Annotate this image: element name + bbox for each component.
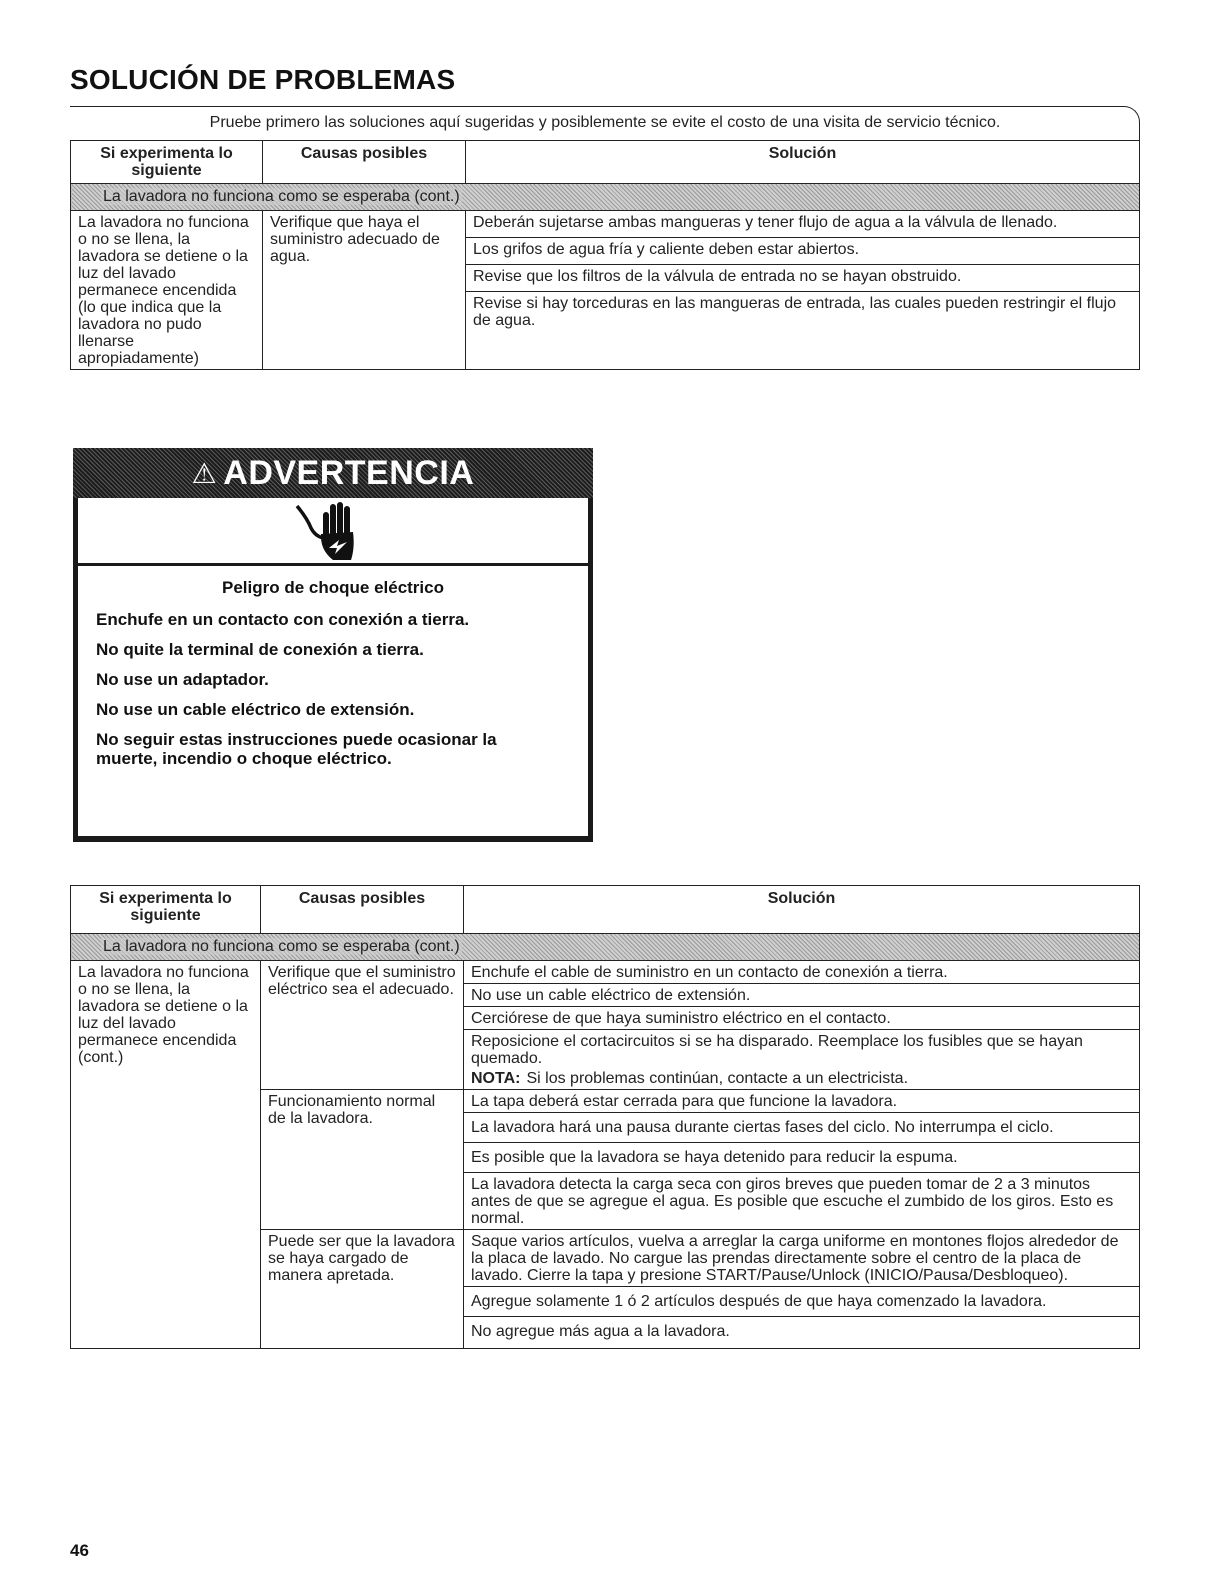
note-label: NOTA: <box>471 1070 521 1087</box>
note-text: Si los problemas continúan, contacte a un electricista. <box>526 1070 909 1087</box>
header-solution: Solución <box>464 886 1140 934</box>
table-header-row <box>71 141 1140 184</box>
section-row <box>71 934 1140 961</box>
warning-icon-area <box>78 498 588 563</box>
header-solution: Solución <box>466 141 1140 184</box>
solution-cell: Revise si hay torceduras en las mangueras de entrada, las cuales pueden restringir el flujo de agua. <box>466 292 1140 370</box>
header-symptom: Si experimenta lo siguiente <box>71 141 263 184</box>
cause-cell: Verifique que el suministro eléctrico sea el adecuado. <box>261 961 464 1090</box>
warning-header-text: ADVERTENCIA <box>223 453 475 492</box>
solution-cell: No use un cable eléctrico de extensión. <box>464 984 1140 1007</box>
troubleshooting-table-2 <box>70 885 1140 1349</box>
solution-cell: La lavadora detecta la carga seca con giros breves que pueden tomar de 2 a 3 minutos antes de que se agregue el agua. Es posible que escuche el zumbido de los giros. Esto es normal. <box>464 1173 1140 1230</box>
electrical-shock-hand-icon <box>293 498 373 563</box>
solution-cell: Saque varios artículos, vuelva a arreglar la carga uniforme en montones flojos alrededor de la placa de lavado. No cargue las prendas directamente sobre el centro de la placa de lavado. Cierre la tapa y presione START/Pause/Unlock (INICIO/Pausa/Desbloqueo). <box>464 1230 1140 1287</box>
table-row <box>71 961 1140 984</box>
warning-box <box>73 448 593 842</box>
section-label: La lavadora no funciona como se esperaba (cont.) <box>103 938 460 955</box>
solution-cell: La lavadora hará una pausa durante ciertas fases del ciclo. No interrumpa el ciclo. <box>464 1113 1140 1143</box>
solution-cell: No agregue más agua a la lavadora. <box>464 1317 1140 1349</box>
table-header-row <box>71 886 1140 934</box>
solution-cell: Los grifos de agua fría y caliente deben estar abiertos. <box>466 238 1140 265</box>
solution-cell: Deberán sujetarse ambas mangueras y tener flujo de agua a la válvula de llenado. <box>466 211 1140 238</box>
solution-cell: Revise que los filtros de la válvula de entrada no se hayan obstruido. <box>466 265 1140 292</box>
solution-text: Reposicione el cortacircuitos si se ha disparado. Reemplace los fusibles que se hayan quemado. <box>471 1033 1083 1067</box>
warning-triangle-icon: ⚠ <box>191 457 218 489</box>
header-cause: Causas posibles <box>261 886 464 934</box>
header-symptom: Si experimenta lo siguiente <box>71 886 261 934</box>
table-row <box>71 211 1140 238</box>
symptom-cell: La lavadora no funciona o no se llena, la lavadora se detiene o la luz del lavado permanece encendida (lo que indica que la lavadora no pudo llenarse apropiadamente) <box>71 211 263 370</box>
warning-text-area <box>78 566 588 836</box>
cause-cell: Funcionamiento normal de la lavadora. <box>261 1090 464 1230</box>
solution-cell: Es posible que la lavadora se haya detenido para reducir la espuma. <box>464 1143 1140 1173</box>
solution-cell <box>464 1030 1140 1090</box>
solution-cell: Enchufe el cable de suministro en un contacto de conexión a tierra. <box>464 961 1140 984</box>
page-title: SOLUCIÓN DE PROBLEMAS <box>70 64 456 95</box>
warning-line: No use un adaptador. <box>96 670 269 689</box>
warning-header <box>73 448 593 498</box>
solution-cell: Agregue solamente 1 ó 2 artículos después de que haya comenzado la lavadora. <box>464 1287 1140 1317</box>
section-row <box>71 184 1140 211</box>
solution-cell: La tapa deberá estar cerrada para que funcione la lavadora. <box>464 1090 1140 1113</box>
solution-cell: Cerciórese de que haya suministro eléctrico en el contacto. <box>464 1007 1140 1030</box>
intro-text: Pruebe primero las soluciones aquí sugeridas y posiblemente se evite el costo de una visita de servicio técnico. <box>209 114 1001 131</box>
warning-line: No seguir estas instrucciones puede ocasionar la muerte, incendio o choque eléctrico. <box>96 730 497 768</box>
troubleshooting-table-1 <box>70 140 1140 370</box>
cause-cell: Puede ser que la lavadora se haya cargado de manera apretada. <box>261 1230 464 1349</box>
page-number: 46 <box>70 1541 89 1560</box>
note-line <box>471 1070 1132 1087</box>
warning-line: No use un cable eléctrico de extensión. <box>96 700 415 719</box>
header-cause: Causas posibles <box>263 141 466 184</box>
section-label: La lavadora no funciona como se esperaba (cont.) <box>103 188 460 205</box>
symptom-cell: La lavadora no funciona o no se llena, la lavadora se detiene o la luz del lavado permanece encendida (cont.) <box>71 961 261 1349</box>
section-cell <box>71 934 1140 961</box>
section-cell <box>71 184 1140 211</box>
cause-cell: Verifique que haya el suministro adecuado de agua. <box>263 211 466 370</box>
warning-line: No quite la terminal de conexión a tierra. <box>96 640 424 659</box>
warning-line: Enchufe en un contacto con conexión a tierra. <box>96 610 470 629</box>
warning-title: Peligro de choque eléctrico <box>221 578 444 597</box>
